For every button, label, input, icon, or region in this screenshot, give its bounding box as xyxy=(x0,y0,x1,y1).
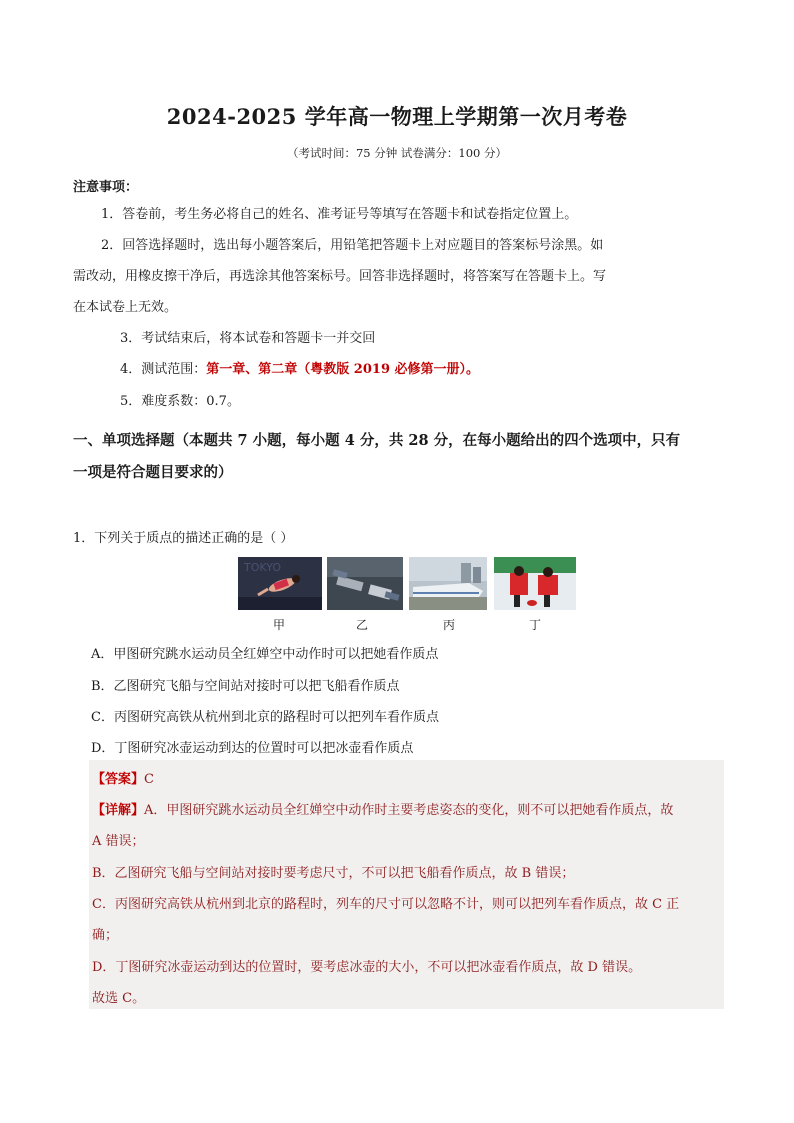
section-heading xyxy=(73,425,733,489)
answer-tag: 【答案】 xyxy=(92,772,145,787)
question-1-stem: 1．下列关于质点的描述正确的是（ ） xyxy=(73,531,294,546)
caption-jia: 甲 xyxy=(272,618,285,632)
notes-heading: 注意事项： xyxy=(73,180,139,195)
svg-text:TOKYO: TOKYO xyxy=(244,561,281,574)
exam-subtitle: （考试时间：75 分钟 试卷满分：100 分） xyxy=(286,146,508,160)
note-item-2-line-3: 在本试卷上无效。 xyxy=(73,300,178,315)
note-item-2-line-2: 需改动，用橡皮擦干净后，再选涂其他答案标号。回答非选择题时，将答案写在答题卡上。写 xyxy=(73,269,607,284)
train-photo xyxy=(409,557,487,610)
caption-bing: 丙 xyxy=(442,618,455,632)
note-item-3: 3．考试结束后，将本试卷和答题卡一并交回 xyxy=(120,331,376,346)
note-item-4-range: 第一章、第二章（粤教版 2019 必修第一册） xyxy=(206,362,467,377)
caption-yi: 乙 xyxy=(355,618,368,632)
note-item-4 xyxy=(120,362,479,378)
answer-value: C xyxy=(144,772,154,787)
detail-line-c2: 确； xyxy=(92,928,119,943)
section-heading-line-1: 一、单项选择题（本题共 7 小题，每小题 4 分，共 28 分，在每小题给出的四个选项中，只有 xyxy=(73,432,681,449)
curling-photo xyxy=(494,557,576,610)
option-b: B．乙图研究飞船与空间站对接时可以把飞船看作质点 xyxy=(91,679,400,694)
detail-line-d: D．丁图研究冰壶运动到达的位置时，要考虑冰壶的大小，不可以把冰壶看作质点，故 D 错误。 xyxy=(92,960,642,975)
detail-line-b: B．乙图研究飞船与空间站对接时要考虑尺寸，不可以把飞船看作质点，故 B 错误； xyxy=(92,866,575,881)
option-c: C．丙图研究高铁从杭州到北京的路程时可以把列车看作质点 xyxy=(91,710,439,725)
option-d: D．丁图研究冰壶运动到达的位置时可以把冰壶看作质点 xyxy=(91,741,414,756)
answer-line xyxy=(92,768,154,787)
caption-ding: 丁 xyxy=(528,618,541,632)
diver-photo xyxy=(238,557,322,610)
note-item-2-line-1: 2．回答选择题时，选出每小题答案后，用铅笔把答题卡上对应题目的答案标号涂黑。如 xyxy=(101,238,604,253)
answer-conclusion: 故选 C。 xyxy=(92,991,146,1006)
note-item-4-suffix: 。 xyxy=(466,362,480,377)
detail-tag: 【详解】 xyxy=(92,803,145,818)
detail-line-a1 xyxy=(92,799,673,818)
note-item-1: 1．答卷前，考生务必将自己的姓名、准考证号等填写在答题卡和试卷指定位置上。 xyxy=(101,207,578,222)
spacecraft-photo xyxy=(327,557,403,610)
detail-line-c1: C．丙图研究高铁从杭州到北京的路程时，列车的尺寸可以忽略不计，则可以把列车看作质点，故 C 正 xyxy=(92,897,680,912)
detail-line-a2: A 错误； xyxy=(92,834,145,849)
note-item-5: 5．难度系数：0.7。 xyxy=(120,394,240,409)
exam-title: 2024-2025 学年高一物理上学期第一次月考卷 xyxy=(166,104,628,129)
detail-a1-text: A．甲图研究跳水运动员全红婵空中动作时主要考虑姿态的变化，则不可以把她看作质点，故 xyxy=(144,803,674,818)
section-heading-line-2: 一项是符合题目要求的） xyxy=(73,464,233,481)
option-a: A．甲图研究跳水运动员全红婵空中动作时可以把她看作质点 xyxy=(91,647,439,662)
note-item-4-prefix: 4．测试范围： xyxy=(120,362,207,377)
